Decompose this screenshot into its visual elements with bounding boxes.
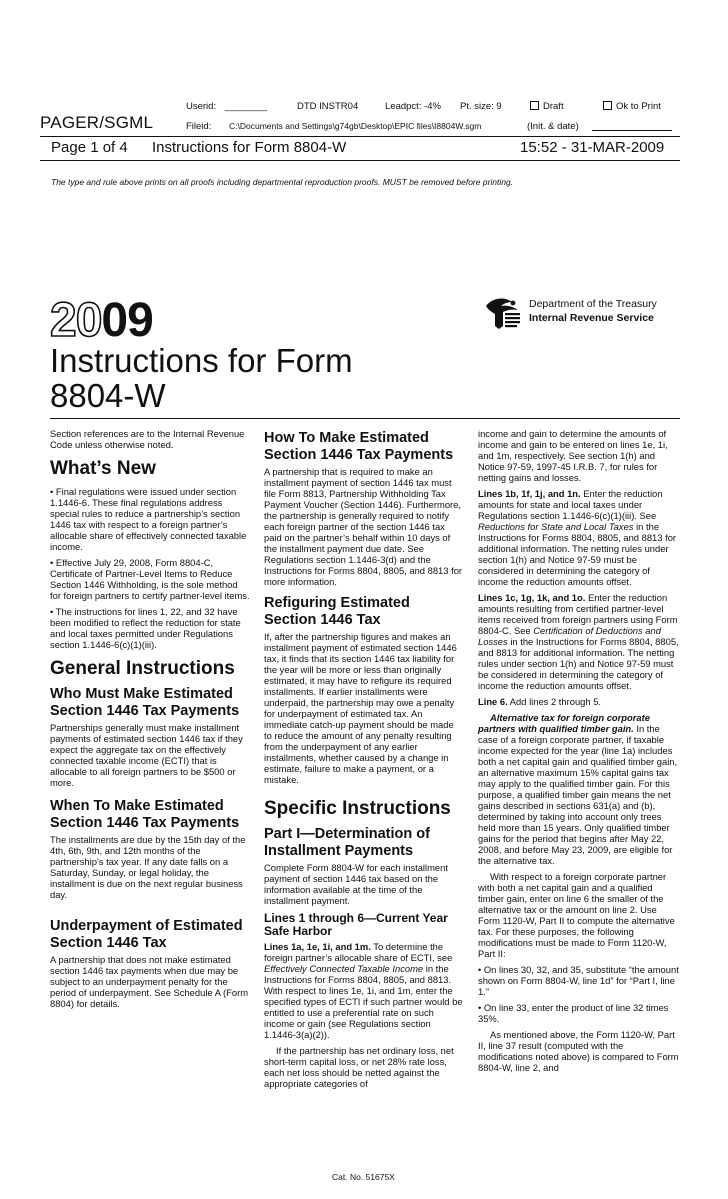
whats-new-heading: What’s New xyxy=(50,458,156,479)
underpayment-text: A partnership that does not make estimated section 1446 tax payments when due may be subject to an underpayment penalty for the period of underpayment. See Schedule A (Form 8804) for details. xyxy=(50,954,249,1009)
net-loss-text: If the partnership has net ordinary loss, net short-term capital loss, or net 28% rate loss, each net loss should be netted against the appropriate categories of xyxy=(264,1045,454,1089)
who-must-heading: Who Must Make Estimated Section 1446 Tax Payments xyxy=(50,686,240,719)
fileid-label: Fileid: xyxy=(186,121,212,132)
year-outline-digits: 20 xyxy=(50,294,102,347)
checkbox-icon xyxy=(530,101,539,110)
ecti-reference: Effectively Connected Taxable Income xyxy=(264,963,424,974)
treasury-block xyxy=(529,297,657,325)
certification-reference: Certification of Deductions and Losses xyxy=(478,625,661,647)
modification-bullet-1: • On lines 30, 32, and 35, substitute “the amount shown on Form 8804-W, line 1d” for “Part I, line 1.” xyxy=(478,964,679,997)
pt-size-label: Pt. size: 9 xyxy=(460,101,502,112)
line-6-paragraph: Line 6. Add lines 2 through 5. xyxy=(478,696,602,707)
userid-label: Userid: ________ xyxy=(186,101,268,112)
page-title xyxy=(50,343,353,413)
netting-text: income and gain to determine the amounts of income and gain to be entered on lines 1e, 1i, and 1m, respectively. See section 1(h) and Notice 97-59, 1997-45 I.R.B. 7, for rules for netting gains and losses. xyxy=(478,428,668,483)
year-heading xyxy=(50,294,153,347)
draft-checkbox[interactable] xyxy=(530,101,564,112)
alternative-tax-paragraph: Alternative tax for foreign corporate partners with qualified timber gain. In the case of a foreign corporate partner, if taxable income expected for the year (line 1a) includes both a net capital gain and qualified timber gain, an alternative maximum 15% capital gains tax may apply to the qualified timber gain. For this purpose, a qualified timber gain means the net gains described in sections 631(a) and (b), determined by taking into account only trees held more than 15 years. Only qualified timber gains for the period that begins after May 22, 2008, and before May 23, 2009, are eligible for the alternative tax. xyxy=(478,712,678,866)
init-date-label: (Init. & date) xyxy=(527,121,579,132)
ok-to-print-checkbox[interactable] xyxy=(603,101,661,112)
refiguring-text: If, after the partnership figures and makes an installment payment of estimated section 1446 tax, it finds that its section 1446 tax liability for the year will be more or less than originally estimated, it may have to refigure its required installments. If earlier installments were underpaid, the partnership may owe a penalty for underpayment of estimated tax. An immediate catch-up payment should be made to reduce the amount of any penalty resulting from the underpayment of any earlier installments, whether caused by a change in estimate, failure to make a payment, or a mistake. xyxy=(264,631,457,785)
pager-sgml-label: PAGER/SGML xyxy=(40,113,154,132)
whats-new-item-1: • Final regulations were issued under section 1.1446-6. These final regulations address special rules to reduce a partnership’s section 1446 tax with respect to a foreign partner’s allocable share of effectively connected taxable income. xyxy=(50,486,247,552)
column-2 xyxy=(264,428,464,1094)
year-solid-digits: 09 xyxy=(101,294,153,347)
department-label: Department of the Treasury xyxy=(529,298,657,310)
lines-1a-lead: Lines 1a, 1e, 1i, and 1m. xyxy=(264,941,371,952)
state-local-reference: Reductions for State and Local Taxes xyxy=(478,521,634,532)
line-6-lead: Line 6. xyxy=(478,696,508,707)
how-to-text: A partnership that is required to make an installment payment of section 1446 tax must file Form 8813, Partnership Withholding Tax Payment Voucher (Section 1446). Furthermore, the partnership is generally required to notify each foreign partner of the section 1446 tax paid on the partner’s behalf within 10 days of the installment payment due date. See Regulations section 1.1446-3(d) and the Instructions for Forms 8804, 8805, and 8813 for more information. xyxy=(264,466,463,587)
specific-instructions-heading: Specific Instructions xyxy=(264,798,451,819)
when-to-text: The installments are due by the 15th day of the 4th, 6th, 9th, and 12th months of the partnership’s tax year. If any date falls on a Saturday, Sunday, or legal holiday, the installment is due on the next regular business day. xyxy=(50,834,246,900)
leadpct-label: Leadpct: -4% xyxy=(385,101,441,112)
lines-1a-paragraph: Lines 1a, 1e, 1i, and 1m. To determine the foreign partner’s allocable share of ECTI, see Effectively Connected Taxable Income in the Instructions for Forms 8804, 8805, and 8813. With respect to lines 1e, 1i, and 1m, enter the specified types of ECTI if such partner would be entitled to use a preferential rate on such income or gain (see Regulations section 1.1446-3(a)(2)). xyxy=(264,941,463,1040)
userid-value: ________ xyxy=(224,101,268,112)
page-count: Page 1 of 4 xyxy=(51,139,128,156)
as-mentioned-text: As mentioned above, the Form 1120-W, Part II, line 37 result (computed with the modifications noted above) is compared to Form 8804-W, line 2, and xyxy=(478,1029,679,1073)
irs-eagle-logo-icon xyxy=(482,296,524,332)
fileid-path: C:\Documents and Settings\g74gb\Desktop\EPIC files\I8804W.sgm xyxy=(229,121,482,131)
lines-1-6-heading: Lines 1 through 6—Current Year Safe Harbor xyxy=(264,911,448,938)
dtd-label: DTD INSTR04 xyxy=(297,101,359,112)
header-rule-top xyxy=(40,136,680,137)
general-instructions-heading: General Instructions xyxy=(50,658,235,679)
checkbox-icon xyxy=(603,101,612,110)
lines-1b-lead: Lines 1b, 1f, 1j, and 1n. xyxy=(478,488,581,499)
intro-text: Section references are to the Internal Revenue Code unless otherwise noted. xyxy=(50,428,245,450)
irs-label: Internal Revenue Service xyxy=(529,312,654,324)
draft-label: Draft xyxy=(543,101,564,112)
lines-1b-paragraph: Lines 1b, 1f, 1j, and 1n. Enter the reduction amounts for state and local taxes under Regulations section 1.1446-6(c)(1)(iii). See Reductions for State and Local Taxes in the Instructions for Forms 8804, 8805, and 8813 for additional information. The netting rules under section 1(h) and Notice 97-59 must be considered in determining the category of income the reduction amounts offset. xyxy=(478,488,677,587)
refiguring-heading: Refiguring Estimated Section 1446 Tax xyxy=(264,595,410,628)
column-3 xyxy=(478,428,680,1078)
when-to-heading: When To Make Estimated Section 1446 Tax Payments xyxy=(50,798,240,831)
lines-1c-paragraph: Lines 1c, 1g, 1k, and 1o. Enter the reduction amounts resulting from certified partner-level items received from foreign partners using Form 8804-C. See Certification of Deductions and Losses in the Instructions for Forms 8804, 8805, and 8813 for additional information. The netting rules under section 1(h) and Notice 97-59 must be considered in determining the category of income the reduction amounts offset. xyxy=(478,592,679,691)
title-line-1: Instructions for Form xyxy=(50,342,353,379)
whats-new-item-2: • Effective July 29, 2008, Form 8804-C, Certificate of Partner-Level Items to Reduce Section 1446 Withholding, is the sole method for foreign partners to certify partner-level items. xyxy=(50,557,250,601)
header-rule-bottom xyxy=(40,160,680,161)
column-1 xyxy=(50,428,250,1014)
title-line-2: 8804-W xyxy=(50,377,166,414)
header-timestamp: 15:52 - 31-MAR-2009 xyxy=(520,139,665,156)
how-to-heading: How To Make Estimated Section 1446 Tax Payments xyxy=(264,430,454,463)
who-must-text: Partnerships generally must make installment payments of estimated section 1446 tax if they expect the aggregate tax on the effectively connected taxable income (ECTI) that is allocable to all foreign partners to be $500 or more. xyxy=(50,722,243,788)
title-rule xyxy=(50,418,680,419)
part-1-text: Complete Form 8804-W for each installment payment of section 1446 tax based on the information available at the time of the installment payment. xyxy=(264,862,448,906)
modification-bullet-2: • On line 33, enter the product of line 32 times 35%. xyxy=(478,1002,669,1024)
underpayment-heading: Underpayment of Estimated Section 1446 Tax xyxy=(50,918,243,951)
proof-note: The type and rule above prints on all proofs including departmental reproduction proofs. MUST be removed before printing. xyxy=(51,177,514,187)
part-1-heading: Part I—Determination of Installment Payments xyxy=(264,826,430,859)
alternative-tax-lead: Alternative tax for foreign corporate partners with qualified timber gain. xyxy=(478,712,650,734)
ok-to-print-label: Ok to Print xyxy=(616,101,661,112)
foreign-corporate-text: With respect to a foreign corporate partner with both a net capital gain and a qualified timber gain, enter on line 6 the smaller of the alternative tax or the amount on line 2. Use Form 1120-W, Part II to compute the alternative tax. For these purposes, the following modifications must be made to Form 1120-W, Part II: xyxy=(478,871,675,959)
whats-new-item-3: • The instructions for lines 1, 22, and 32 have been modified to reflect the reduction for state and local taxes permitted under Regulations section 1.1446-6(c)(1)(iii). xyxy=(50,606,241,650)
lines-1c-lead: Lines 1c, 1g, 1k, and 1o. xyxy=(478,592,586,603)
init-date-line xyxy=(592,130,672,131)
header-doc-title: Instructions for Form 8804-W xyxy=(152,139,347,156)
catalog-number: Cat. No. 51675X xyxy=(332,1172,395,1182)
